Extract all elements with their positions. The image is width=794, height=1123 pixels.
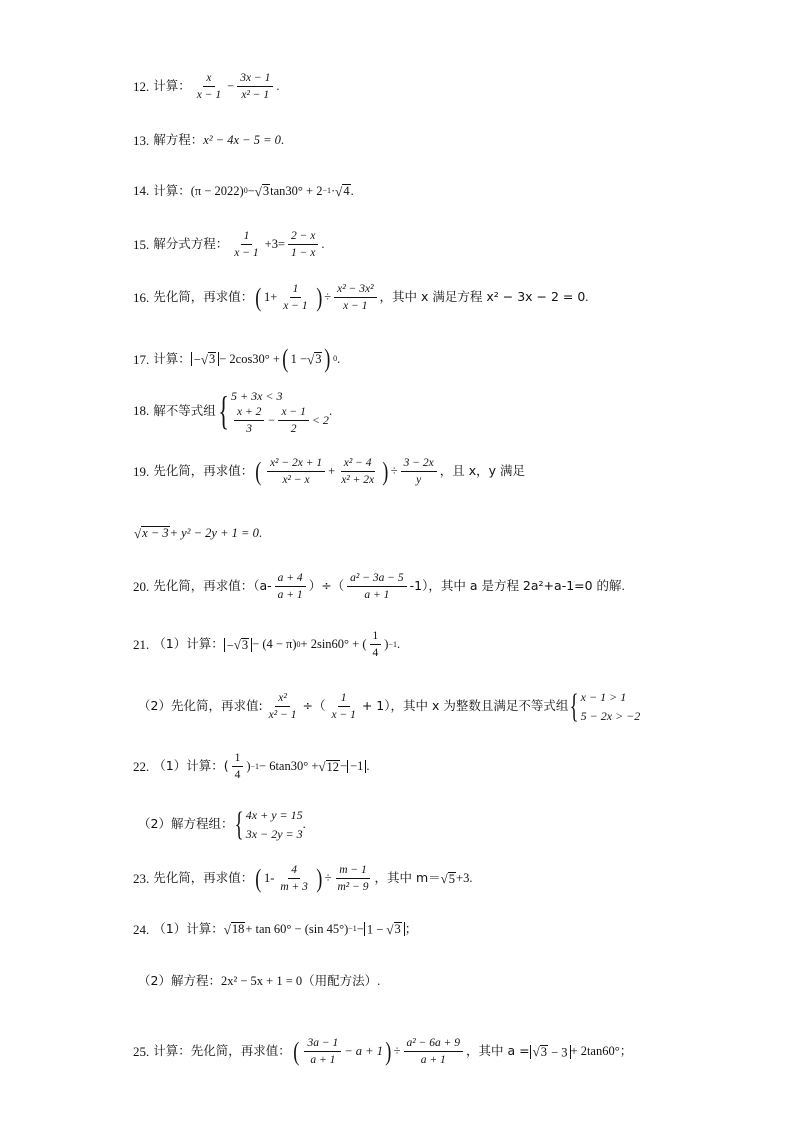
radicand: 18	[231, 922, 245, 937]
radicand: 3	[394, 922, 401, 936]
period: .	[377, 974, 381, 988]
problem-lead: 先化简，再求值：	[153, 463, 254, 479]
numerator: a² − 3a − 5	[347, 572, 406, 587]
numerator: 1	[232, 752, 244, 767]
expr-part: − 3	[547, 1045, 568, 1060]
denominator: m² − 9	[337, 881, 369, 894]
problem-number: 13.	[133, 133, 150, 148]
problem-lead: （1）计算：	[153, 920, 224, 936]
denominator: 1 − x	[291, 247, 316, 260]
problem-number: 18.	[133, 403, 150, 419]
numerator: a² − 6a + 9	[404, 1037, 463, 1052]
fraction	[231, 230, 261, 259]
inequality-system	[581, 688, 641, 725]
problem-14	[133, 184, 354, 198]
problem-number: 19.	[133, 464, 150, 480]
operator: −	[356, 921, 364, 936]
fraction	[277, 864, 311, 893]
problem-lead: 解不等式组	[153, 402, 216, 418]
problem-lead: 先化简，再求值：	[153, 870, 254, 886]
fraction	[237, 72, 273, 101]
problem-22	[133, 752, 370, 781]
radicand: 4	[343, 184, 350, 198]
problem-number: 23.	[133, 871, 150, 887]
semicolon: ；	[404, 920, 418, 936]
period: .	[276, 79, 280, 94]
problem-21	[133, 630, 400, 659]
denominator: 4	[234, 769, 241, 782]
equation-row: 3x − 2y = 3	[245, 826, 303, 841]
absolute-value: − √ 3	[191, 352, 219, 366]
problem-lead: 先化简，再求值：	[153, 289, 254, 305]
problem-number: 16.	[133, 290, 150, 306]
expr-part: (π − 2022)	[190, 183, 244, 198]
exponent: 0	[296, 639, 301, 649]
period: .	[350, 183, 354, 198]
expr-part: +3=	[264, 237, 285, 252]
problem-number: 24.	[133, 921, 150, 937]
exponent: −1	[250, 761, 260, 771]
fraction	[194, 72, 224, 101]
numerator: m − 1	[336, 864, 370, 879]
problem-lead: （2）解方程组：	[138, 816, 234, 832]
expr-part: − a + 1	[344, 1044, 383, 1059]
expr-part: 1+	[263, 290, 278, 305]
period: .	[302, 817, 306, 832]
problem-number: 17.	[133, 351, 150, 367]
denominator: x² − x	[282, 474, 310, 487]
fraction	[334, 283, 376, 312]
problem-lead: 解分式方程：	[153, 236, 229, 252]
radicand: x − 3	[142, 526, 169, 540]
period: .	[321, 237, 325, 252]
equation-row: 4x + y = 15	[245, 808, 303, 822]
fraction	[401, 457, 437, 486]
expr-part: )	[384, 637, 389, 652]
fraction	[267, 457, 325, 486]
problem-18: 18. 解不等式组 { 5 + 3x < 3 $\frac{x + 2}{3}$ − $\frac{x - 1}{2}$ < 2 .	[133, 387, 333, 435]
exponent: −1	[388, 639, 397, 649]
problem-20	[133, 572, 625, 601]
sqrt: √ 3	[254, 183, 270, 199]
fraction	[232, 752, 244, 781]
expr-part: 1-	[263, 871, 275, 886]
period: .	[366, 759, 370, 774]
expr-part: − 2cos30° +	[219, 351, 280, 366]
equation: 2x² − 5x + 1 = 0（用配方法）	[220, 974, 378, 988]
numerator: x + 2	[234, 406, 264, 421]
sqrt: √ x − 3	[134, 525, 169, 541]
minus-sign: −	[193, 352, 201, 367]
expr-part: 1 −	[366, 922, 387, 937]
problem-number: 22.	[133, 759, 150, 775]
problem-number: 25.	[133, 1044, 150, 1060]
numerator: 2 − x	[288, 230, 318, 245]
denominator: a + 1	[364, 589, 390, 602]
problem-number: 15.	[133, 237, 150, 253]
fraction	[266, 692, 300, 721]
sqrt: √ 5	[440, 871, 456, 887]
expr-part: tan30° + 2	[270, 183, 323, 198]
sqrt: √ 4	[335, 183, 350, 199]
numerator: x²	[275, 692, 290, 707]
fraction	[280, 283, 310, 312]
denominator: a + 1	[310, 1054, 336, 1067]
expr-part: + tan 60° − (sin 45°)	[245, 921, 349, 936]
fraction	[304, 1037, 341, 1066]
operator: ÷	[324, 290, 332, 305]
operator: −	[340, 759, 348, 774]
condition-text: + 1），其中 x 为整数且满足不等式组	[361, 698, 569, 714]
semicolon: ；	[619, 1043, 633, 1059]
problem-23: 23. 先化简，再求值： ( 1- $\frac{4}{m + 3}$ ) ÷ $\frac{m - 1}{\text{m² − 9}}$ ，其中 m＝ √ 5 +3 .	[133, 863, 473, 894]
denominator: y	[416, 474, 422, 487]
operator: ÷	[324, 871, 332, 886]
operator: ÷	[393, 1044, 401, 1059]
problem-lead: 计算：	[153, 182, 191, 198]
fraction	[338, 457, 377, 486]
expr-part: − 6tan30° +	[259, 759, 319, 774]
numerator: x − 1	[278, 406, 308, 421]
period: .	[258, 525, 262, 540]
exponent: 0	[333, 354, 338, 363]
problem-lead: 先化简，再求值：（a-	[153, 578, 272, 594]
numerator: x² − 2x + 1	[267, 457, 325, 472]
numerator: x² − 4	[341, 457, 375, 472]
fraction	[278, 406, 308, 435]
radicand: 3	[540, 1044, 547, 1059]
denominator: a + 1	[277, 589, 303, 602]
exponent: −1	[348, 924, 357, 933]
operator: −	[247, 183, 255, 198]
fraction	[370, 630, 382, 659]
minus-sign: −	[226, 638, 234, 653]
period: .	[585, 290, 589, 305]
condition-text: ，且 x，y 满足	[439, 463, 526, 479]
problem-lead: 计算：先化简，再求值：	[153, 1043, 291, 1059]
problem-22-part-2: （2）解方程组： { 4x + y = 15 3x − 2y = 3 .	[138, 805, 306, 843]
absolute-value: √ 3 − 3	[530, 1045, 571, 1059]
absolute-value: − √ 3	[224, 638, 252, 652]
problem-number: 12.	[133, 79, 150, 95]
numerator: 3a − 1	[304, 1037, 341, 1052]
problem-17: 17. 计算： − √ 3 − 2cos30° + ( 1 − √ 3 ) 0 .	[133, 344, 341, 373]
operator: +	[328, 464, 336, 479]
expr-part: )	[246, 759, 251, 774]
denominator: x − 1	[343, 300, 368, 313]
fraction	[288, 230, 318, 259]
radicand: 3	[208, 352, 216, 366]
denominator: x − 1	[283, 300, 308, 313]
problem-lead: 计算：	[153, 78, 191, 94]
equation-system	[246, 806, 303, 843]
radicand: 3	[315, 352, 322, 367]
fraction	[275, 572, 306, 601]
expr-part: + 2tan60°	[570, 1044, 620, 1059]
inequality-row: 5 + 3x < 3	[230, 389, 283, 403]
problem-25: 25. 计算：先化简，再求值： ( $\frac{3a - 1}{a + 1}$ − a + 1 ) ÷ $\frac{\text{a² − 6a + 9}}{a + 1}$ ，其中 a = √ 3 − 3 + 2tan60° ；	[133, 1036, 633, 1067]
problem-number: 21.	[133, 637, 150, 653]
inequality-row: 5 − 2x > −2	[580, 708, 641, 723]
operator: ·	[331, 183, 336, 198]
problem-lead: （2）先化简，再求值:	[138, 698, 263, 714]
absolute-value: 1 − √ 3	[364, 922, 405, 936]
problem-lead: （1）计算：	[153, 636, 224, 652]
expr-part: − (4 − π)	[252, 637, 297, 652]
problem-lead: 计算：	[153, 350, 191, 366]
numerator: 3 − 2x	[401, 457, 437, 472]
problem-13	[133, 134, 284, 147]
problem-lead: （1）计算：(	[153, 758, 229, 774]
denominator: x² − 1	[241, 89, 270, 102]
numerator: a + 4	[275, 572, 306, 587]
sqrt: √ 18	[223, 921, 245, 937]
problem-number: 20.	[133, 579, 150, 595]
numerator: 1	[241, 230, 253, 245]
operator: −	[267, 412, 276, 427]
period: .	[337, 351, 341, 366]
radicand: 12	[326, 759, 340, 774]
expr-part: ）÷（	[308, 578, 345, 594]
period: .	[621, 579, 625, 594]
denominator: x − 1	[331, 709, 356, 722]
numerator: 3x − 1	[237, 72, 273, 87]
problem-16: 16. 先化简，再求值： ( 1+ $\frac{1}{x - 1}$ ) ÷ $\frac{\text{x² − 3x²}}{x - 1}$ ，其中 x 满足方程 x² − 3x − 2 = 0 .	[133, 282, 589, 313]
denominator: x² − 1	[268, 709, 297, 722]
expr-part: 1 −	[290, 351, 308, 366]
problem-19: 19. 先化简，再求值： ( $\frac{\text{x² − 2x + 1}}{\text{x² − x}}$ + $\frac{\text{x² − 4}}{\text{x² + 2x}}$ ) ÷ $\frac{3 - 2x}{y}$ ，且 x，y 满足	[133, 456, 526, 487]
denominator: 2	[290, 422, 297, 435]
equation: + y² − 2y + 1 = 0	[169, 525, 259, 540]
radicand: 3	[241, 637, 249, 652]
numerator: 1	[370, 630, 382, 645]
condition-text: ，其中 x 满足方程 x² − 3x − 2 = 0	[379, 289, 586, 305]
exponent: −1	[322, 185, 331, 195]
period: .	[328, 403, 333, 418]
problem-lead: 解方程：	[153, 132, 204, 148]
fraction	[328, 692, 358, 721]
denominator: a + 1	[420, 1054, 446, 1067]
period: .	[469, 871, 473, 886]
denominator: x² + 2x	[341, 474, 375, 487]
sqrt: √ 3	[307, 351, 322, 367]
condition-text: ，其中 a =	[465, 1043, 530, 1059]
problem-24-part-2	[138, 975, 380, 988]
radicand: 5	[448, 871, 456, 886]
problem-15	[133, 230, 325, 259]
problem-12	[133, 72, 279, 101]
radicand: 3	[262, 184, 270, 198]
fraction	[334, 864, 371, 893]
period: .	[280, 133, 285, 148]
inequality-system	[231, 387, 329, 435]
numerator: x² − 3x²	[334, 283, 376, 298]
condition-text: -1），其中 a 是方程 2a²+a-1=0 的解	[409, 578, 622, 594]
fraction	[347, 572, 406, 601]
numerator: x	[203, 72, 214, 87]
denominator: 4	[372, 647, 379, 660]
denominator: m + 3	[280, 881, 308, 894]
condition-text: ，其中 m＝	[374, 870, 441, 886]
problem-lead: （2）解方程：	[138, 973, 221, 988]
denominator: 3	[246, 422, 253, 435]
fraction	[234, 406, 264, 435]
expr-part: +3	[456, 871, 470, 886]
period: .	[396, 637, 401, 652]
numerator: 4	[288, 864, 300, 879]
absolute-value: −1	[347, 760, 366, 773]
equation: x² − 4x − 5 = 0	[203, 133, 281, 148]
problem-19-condition	[134, 526, 262, 540]
denominator: x − 1	[234, 247, 259, 260]
exponent: 0	[243, 185, 248, 195]
problem-24	[133, 922, 417, 936]
denominator: x − 1	[196, 89, 222, 102]
fraction	[404, 1037, 463, 1066]
problem-number: 14.	[133, 183, 150, 199]
inequality-row: x − 1 > 1	[580, 690, 627, 704]
sqrt: √ 12	[318, 759, 340, 775]
problem-21-part-2: （2）先化简，再求值: $\frac{\text{x²}}{\text{x² − 1}}$ ÷（ $\frac{1}{x - 1}$ + 1），其中 x 为整数且满足不等式组 { x − 1 > 1 5 − 2x > −2	[138, 687, 641, 725]
inequality-row	[231, 406, 329, 435]
operator: −	[227, 79, 235, 94]
numerator: 1	[338, 692, 350, 707]
operator: ÷（	[302, 698, 326, 714]
operator: ÷	[390, 464, 398, 479]
numerator: 1	[290, 283, 302, 298]
expr-part: < 2	[311, 412, 329, 427]
expr-part: + 2sin60° + (	[300, 637, 367, 652]
